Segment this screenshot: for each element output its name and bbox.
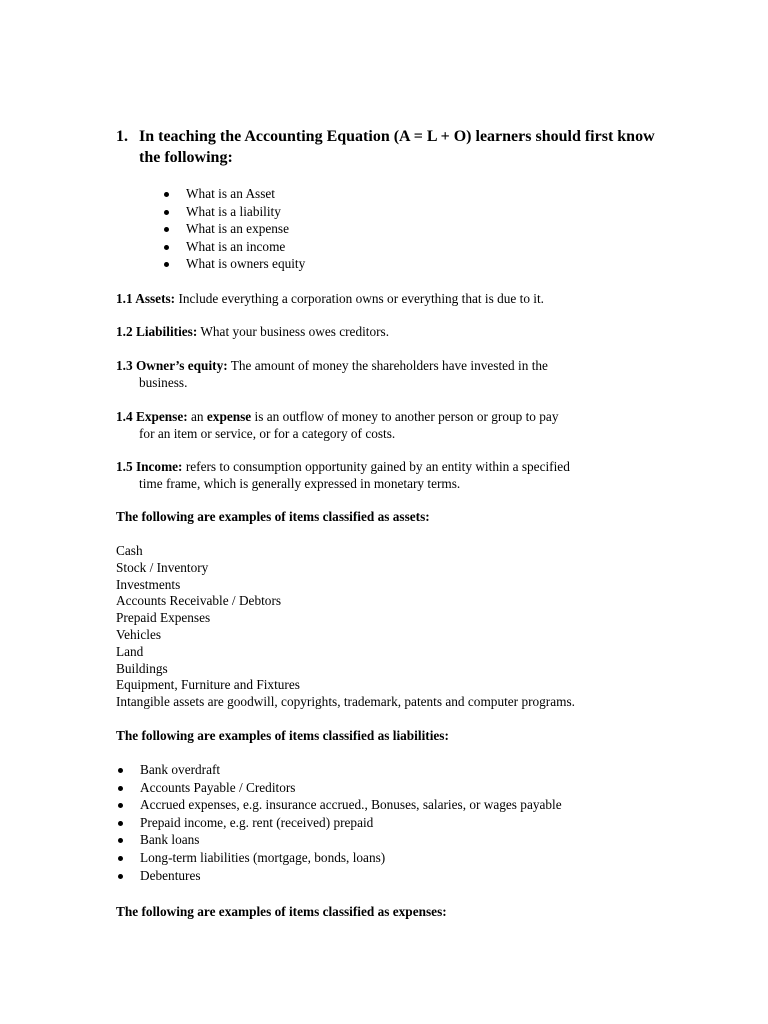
list-item: What is an Asset [186,186,305,204]
definition-text-continued: time frame, which is generally expressed in monetary terms. [139,475,461,491]
list-item: Prepaid Expenses [116,610,211,626]
definition-label: 1.2 Liabilities: [116,324,198,339]
intro-list [186,186,305,274]
definition-text-pre: an [191,409,204,424]
list-item: Long-term liabilities (mortgage, bonds, loans) [140,850,562,868]
list-item: Bank loans [140,832,562,850]
definition-keyword: expense [206,409,252,424]
list-item: Accounts Payable / Creditors [140,780,562,798]
liabilities-list [140,762,562,885]
list-item: Accounts Receivable / Debtors [116,593,282,609]
list-item: Prepaid income, e.g. rent (received) prepaid [140,815,562,833]
definition-text: What your business owes creditors. [200,324,390,339]
liabilities-section-title: The following are examples of items classified as liabilities: [116,728,449,743]
heading-number: 1. [116,128,128,145]
list-item: What is an expense [186,221,305,239]
list-item: Vehicles [116,626,162,642]
definition-label: 1.3 Owner’s equity: [116,358,228,373]
definition-text: Include everything a corporation owns or everything that is due to it. [178,291,545,306]
list-item: Equipment, Furniture and Fixtures [116,677,300,693]
list-item: Debentures [140,868,562,886]
definition-text: refers to consumption opportunity gained by an entity within a specified [185,459,570,474]
list-item: Intangible assets are goodwill, copyrights, trademark, patents and computer programs. [116,694,575,710]
definition-assets [116,291,656,308]
definition-liabilities [116,324,656,341]
assets-section-title: The following are examples of items classified as assets: [116,509,430,524]
definition-text: The amount of money the shareholders have invested in the [230,358,548,373]
definition-income [116,459,656,493]
definition-expense [116,409,656,443]
list-item: Land [116,643,144,659]
list-item: What is owners equity [186,256,305,274]
main-heading [116,126,676,168]
definition-label: 1.5 Income: [116,459,183,474]
definition-label: 1.1 Assets: [116,291,176,306]
list-item: Accrued expenses, e.g. insurance accrued., Bonuses, salaries, or wages payable [140,797,562,815]
list-item: What is a liability [186,204,305,222]
definition-text: is an outflow of money to another person or group to pay [254,409,559,424]
definition-text-continued: for an item or service, or for a category of costs. [139,425,396,441]
list-item: Investments [116,576,181,592]
expenses-section-title: The following are examples of items classified as expenses: [116,904,447,919]
definition-text-continued: business. [139,374,188,390]
heading-text: In teaching the Accounting Equation (A = L + O) learners should first know the following: [139,128,655,166]
list-item: Buildings [116,660,168,676]
list-item: Bank overdraft [140,762,562,780]
list-item: What is an income [186,239,305,257]
definition-label: 1.4 Expense: [116,409,188,424]
definition-equity [116,358,656,392]
list-item: Cash [116,543,143,558]
list-item: Stock / Inventory [116,559,209,575]
assets-list [116,543,575,711]
